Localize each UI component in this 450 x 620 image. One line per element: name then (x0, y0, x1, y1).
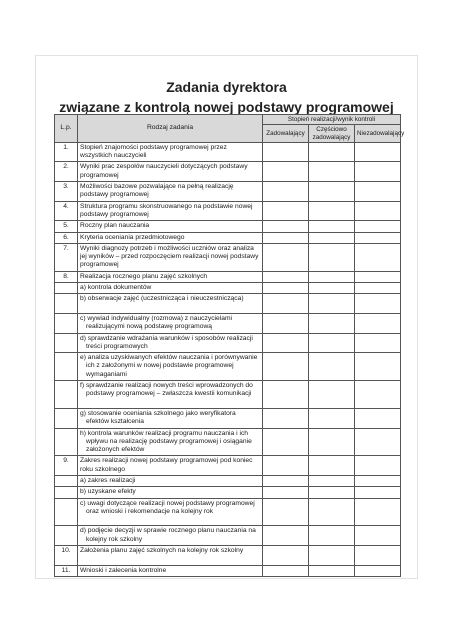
unsatisfactory-cell[interactable] (355, 313, 401, 333)
row-task (78, 487, 263, 498)
satisfactory-cell[interactable] (263, 487, 309, 498)
table-row (55, 428, 401, 456)
row-task-text: b) obserwacje zajęć (uczestnicząca i nieuczestnicząca) (80, 295, 244, 303)
row-task (78, 428, 263, 456)
partially-satisfactory-cell[interactable] (309, 283, 355, 294)
row-number (55, 408, 78, 428)
row-task (78, 333, 263, 353)
satisfactory-cell[interactable] (263, 565, 309, 576)
unsatisfactory-cell[interactable] (355, 408, 401, 428)
partially-satisfactory-cell[interactable] (309, 294, 355, 314)
row-task: Realizacja rocznego planu zajęć szkolnych (78, 271, 263, 282)
row-task-text: e) analiza uzyskiwanych efektów nauczania i porównywanie ich z założonymi w nowej podstawie programowej wymaganiami (80, 354, 258, 378)
satisfactory-cell[interactable] (263, 313, 309, 333)
satisfactory-cell[interactable] (263, 221, 309, 232)
table-row (55, 408, 401, 428)
unsatisfactory-cell[interactable] (355, 487, 401, 498)
unsatisfactory-cell[interactable] (355, 201, 401, 221)
partially-satisfactory-cell[interactable] (309, 162, 355, 182)
unsatisfactory-cell[interactable] (355, 333, 401, 353)
table-row (55, 487, 401, 498)
row-task-text: a) zakres realizacji (80, 476, 136, 484)
row-task: Roczny plan nauczania (78, 221, 263, 232)
table-row (55, 294, 401, 314)
row-number: 2. (55, 162, 78, 182)
row-number (55, 353, 78, 381)
partially-satisfactory-cell[interactable] (309, 546, 355, 566)
row-number (55, 428, 78, 456)
unsatisfactory-cell[interactable] (355, 526, 401, 546)
unsatisfactory-cell[interactable] (355, 283, 401, 294)
partially-satisfactory-cell[interactable] (309, 526, 355, 546)
table-row (55, 498, 401, 526)
row-number: 1. (55, 142, 78, 162)
row-task: Możliwości bazowe pozwalające na pełną realizację podstawy programowej (78, 182, 263, 202)
satisfactory-cell[interactable] (263, 294, 309, 314)
table-row (55, 526, 401, 546)
table-row (55, 565, 401, 576)
table-row (55, 201, 401, 221)
unsatisfactory-cell[interactable] (355, 162, 401, 182)
unsatisfactory-cell[interactable] (355, 221, 401, 232)
row-task (78, 498, 263, 526)
row-task-text: d) podjęcie decyzji w sprawie rocznego planu nauczania na kolejny rok szkolny (80, 527, 256, 543)
partially-satisfactory-cell[interactable] (309, 221, 355, 232)
table-row (55, 221, 401, 232)
title-line-2: związane z kontrolą nowej podstawy programowej (59, 99, 394, 115)
unsatisfactory-cell[interactable] (355, 294, 401, 314)
row-task (78, 408, 263, 428)
partially-satisfactory-cell[interactable] (309, 243, 355, 271)
satisfactory-cell[interactable] (263, 333, 309, 353)
row-number (55, 283, 78, 294)
unsatisfactory-cell[interactable] (355, 565, 401, 576)
table-row (55, 232, 401, 243)
row-task-text: a) kontrola dokumentów (80, 284, 152, 292)
row-task (78, 381, 263, 409)
partially-satisfactory-cell[interactable] (309, 313, 355, 333)
table-row (55, 283, 401, 294)
unsatisfactory-cell[interactable] (355, 428, 401, 456)
partially-satisfactory-cell[interactable] (309, 333, 355, 353)
row-number (55, 475, 78, 486)
row-task: Zakres realizacji nowej podstawy programowej pod koniec roku szkolnego (78, 456, 263, 476)
satisfactory-cell[interactable] (263, 408, 309, 428)
form-page (35, 55, 418, 579)
row-task: Wyniki prac zespołów nauczycieli dotyczących podstawy programowej (78, 162, 263, 182)
table-row (55, 271, 401, 282)
table-row (55, 333, 401, 353)
partially-satisfactory-cell[interactable] (309, 475, 355, 486)
row-number: 9. (55, 456, 78, 476)
partially-satisfactory-cell[interactable] (309, 428, 355, 456)
table-row (55, 243, 401, 271)
partially-satisfactory-cell[interactable] (309, 565, 355, 576)
satisfactory-cell[interactable] (263, 546, 309, 566)
unsatisfactory-cell[interactable] (355, 182, 401, 202)
satisfactory-cell[interactable] (263, 428, 309, 456)
satisfactory-cell[interactable] (263, 182, 309, 202)
row-task: Struktura programu skonstruowanego na podstawie nowej podstawy programowej (78, 201, 263, 221)
satisfactory-cell[interactable] (263, 243, 309, 271)
header-partially-satisfactory: Częściowo zadowalający (309, 125, 355, 143)
header-task-type: Rodzaj zadania (78, 115, 263, 143)
partially-satisfactory-cell[interactable] (309, 271, 355, 282)
row-task-text: f) sprawdzanie realizacji nowych treści wprowadzonych do podstawy programowej – zwłaszcza kwestii komunikacji (80, 382, 253, 398)
partially-satisfactory-cell[interactable] (309, 353, 355, 381)
row-number: 6. (55, 232, 78, 243)
satisfactory-cell[interactable] (263, 283, 309, 294)
header-unsatisfactory: Niezadowalający (355, 125, 401, 143)
satisfactory-cell[interactable] (263, 498, 309, 526)
satisfactory-cell[interactable] (263, 232, 309, 243)
row-number (55, 381, 78, 409)
row-task-text: c) wywiad indywidualny (rozmowa) z nauczycielami realizującymi nową podstawę programową (80, 314, 233, 331)
unsatisfactory-cell[interactable] (355, 546, 401, 566)
satisfactory-cell[interactable] (263, 162, 309, 182)
satisfactory-cell[interactable] (263, 526, 309, 546)
control-table (54, 114, 405, 577)
satisfactory-cell[interactable] (263, 271, 309, 282)
row-task: Wnioski i zalecenia kontrolne (78, 565, 263, 576)
row-number (55, 313, 78, 333)
unsatisfactory-cell[interactable] (355, 271, 401, 282)
unsatisfactory-cell[interactable] (355, 232, 401, 243)
satisfactory-cell[interactable] (263, 201, 309, 221)
row-task: Założenia planu zajęć szkolnych na kolejny rok szkolny (78, 546, 263, 566)
table-row (55, 456, 401, 476)
table-row (55, 381, 401, 409)
table-row (55, 475, 401, 486)
table-row (55, 162, 401, 182)
row-number (55, 294, 78, 314)
row-number: 10. (55, 546, 78, 566)
satisfactory-cell[interactable] (263, 381, 309, 409)
row-task-text: h) kontrola warunków realizacji programu nauczania i ich wpływu na realizację podstawy programowej i osiąganie założonych efektów (80, 429, 252, 454)
partially-satisfactory-cell[interactable] (309, 142, 355, 162)
unsatisfactory-cell[interactable] (355, 498, 401, 526)
row-task-text: b) uzyskane efekty (80, 488, 136, 496)
row-number: 7. (55, 243, 78, 271)
unsatisfactory-cell[interactable] (355, 475, 401, 486)
unsatisfactory-cell[interactable] (355, 353, 401, 381)
unsatisfactory-cell[interactable] (355, 142, 401, 162)
row-number: 8. (55, 271, 78, 282)
row-task (78, 353, 263, 381)
row-task (78, 294, 263, 314)
unsatisfactory-cell[interactable] (355, 381, 401, 409)
title-line-1: Zadania dyrektora (166, 79, 287, 95)
partially-satisfactory-cell[interactable] (309, 182, 355, 202)
satisfactory-cell[interactable] (263, 353, 309, 381)
partially-satisfactory-cell[interactable] (309, 487, 355, 498)
partially-satisfactory-cell[interactable] (309, 381, 355, 409)
row-task (78, 475, 263, 486)
table-row (55, 142, 401, 162)
unsatisfactory-cell[interactable] (355, 456, 401, 476)
header-satisfactory: Zadowalający (263, 125, 309, 143)
row-task-text: c) uwagi dotyczące realizacji nowej podstawy programowej oraz wnioski i rekomendacje na kolejny rok (80, 499, 255, 515)
satisfactory-cell[interactable] (263, 142, 309, 162)
row-number (55, 487, 78, 498)
partially-satisfactory-cell[interactable] (309, 232, 355, 243)
row-number: 3. (55, 182, 78, 202)
row-task (78, 313, 263, 333)
partially-satisfactory-cell[interactable] (309, 456, 355, 476)
partially-satisfactory-cell[interactable] (309, 201, 355, 221)
row-number: 5. (55, 221, 78, 232)
row-number: 11. (55, 565, 78, 576)
row-task-text: g) stosowanie oceniania szkolnego jako weryfikatora efektów kształcenia (80, 409, 236, 426)
table-row (55, 353, 401, 381)
unsatisfactory-cell[interactable] (355, 243, 401, 271)
header-result-group: Stopień realizacji/wynik kontroli (263, 115, 401, 125)
row-number (55, 526, 78, 546)
table-row (55, 182, 401, 202)
satisfactory-cell[interactable] (263, 456, 309, 476)
form-title (36, 78, 417, 116)
satisfactory-cell[interactable] (263, 475, 309, 486)
partially-satisfactory-cell[interactable] (309, 408, 355, 428)
row-number (55, 498, 78, 526)
partially-satisfactory-cell[interactable] (309, 498, 355, 526)
row-task-text: d) sprawdzanie wdrażania warunków i sposobów realizacji treści programowych (80, 334, 253, 350)
row-number: 4. (55, 201, 78, 221)
row-number (55, 333, 78, 353)
row-task (78, 283, 263, 294)
row-task: Wyniki diagnozy potrzeb i możliwości uczniów oraz analiza jej wyników – przed rozpoczęciem realizacji nowej podstawy programowej (78, 243, 263, 271)
row-task (78, 526, 263, 546)
header-lp: L.p. (55, 115, 78, 143)
table-row (55, 313, 401, 333)
table-row (55, 546, 401, 566)
row-task: Kryteria oceniania przedmiotowego (78, 232, 263, 243)
row-task: Stopień znajomości podstawy programowej przez wszystkich nauczycieli (78, 142, 263, 162)
